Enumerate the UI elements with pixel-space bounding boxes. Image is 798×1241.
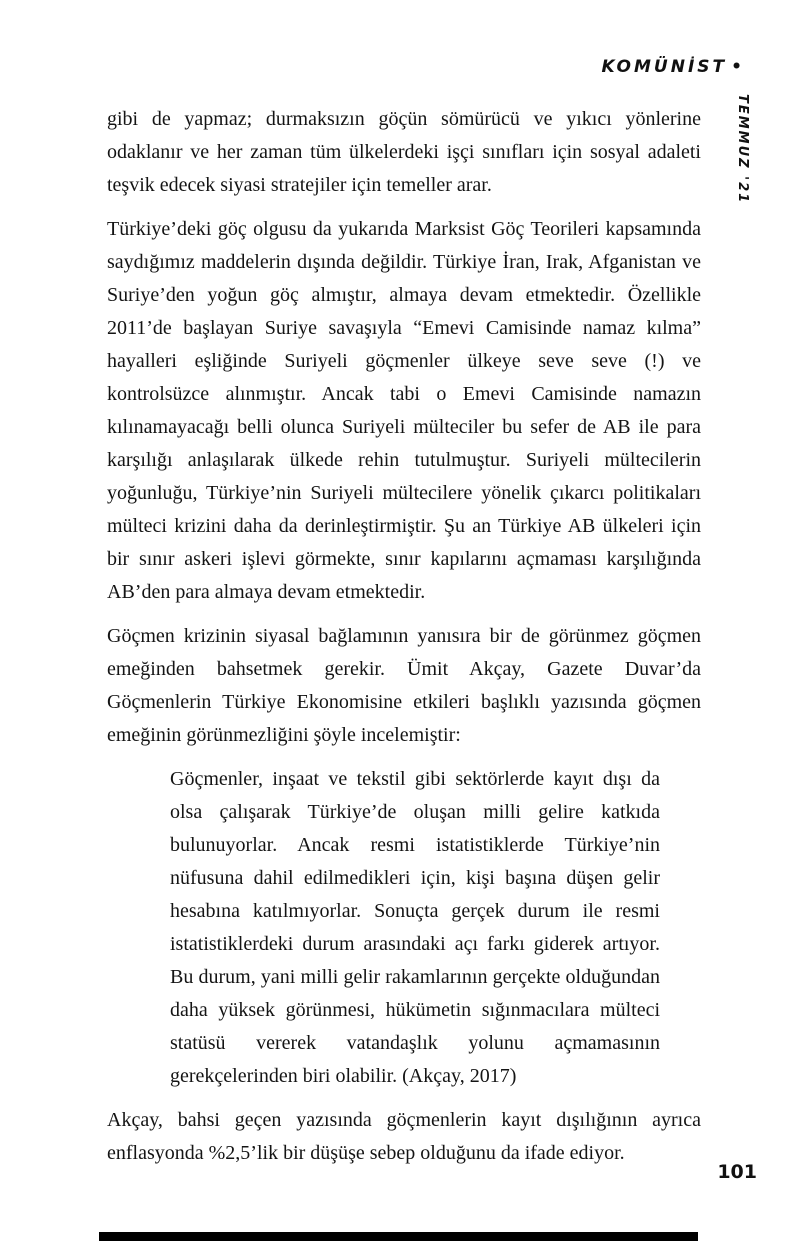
issue-date-vertical: TEMMUZ '21	[735, 94, 750, 205]
body-paragraph-1: gibi de yapmaz; durmaksızın göçün sömürücü ve yıkıcı yönlerine odaklanır ve her zaman tüm ülkelerdeki işçi sınıfları için sosyal adaleti teşvik edecek siyasi stratejiler için temeller arar.	[107, 108, 701, 196]
body-paragraph-3: Göçmen krizinin siyasal bağlamının yanısıra bir de görünmez göçmen emeğinden bahsetmek gerekir. Ümit Akçay, Gazete Duvar’da Göçmenlerin Türkiye Ekonomisine etkileri başlıklı yazısında göçmen emeğinin görünmezliğini şöyle incelemiştir:	[107, 625, 701, 746]
closing-paragraph: Akçay, bahsi geçen yazısında göçmenlerin kayıt dışılığının ayrıca enflasyonda %2,5’lik bir düşüşe sebep olduğunu da ifade ediyor.	[107, 1109, 701, 1164]
body-paragraph-2: Türkiye’deki göç olgusu da yukarıda Marksist Göç Teorileri kapsamında saydığımız maddelerin dışında değildir. Türkiye İran, Irak, Afganistan ve Suriye’den yoğun göç almıştır, almaya devam etmektedir. Özellikle 2011’de başlayan Suriye savaşıyla “Emevi Camisinde namaz kılma” hayalleri eşliğinde Suriyeli göçmenler ülkeye seve seve (!) ve kontrolsüzce alınmıştır. Ancak tabi o Emevi Camisinde namazın kılınamayacağı belli olunca Suriyeli mülteciler bu sefer de AB ile para karşılığı anlaşılarak ülkede rehin tutulmuştur. Suriyeli mültecilerin yoğunluğu, Türkiye’nin Suriyeli mültecilere yönelik çıkarcı politikaları mülteci krizini daha da derinleştirmiştir. Şu an Türkiye AB ülkeleri için bir sınır askeri işlevi görmekte, sınır kapılarını açmaması karşılığında AB’den para almaya devam etmektedir.	[107, 218, 701, 603]
page-number: 101	[717, 1161, 757, 1183]
header-bullet: •	[731, 57, 742, 77]
quote-paragraph: Göçmenler, inşaat ve tekstil gibi sektörlerde kayıt dışı da olsa çalışarak Türkiye’de oluşan milli gelire katkıda bulunuyorlar. Ancak resmi istatistiklerde Türkiye’nin nüfusuna dahil edilmedikleri için, kişi başına düşen gelir hesabına katılmıyorlar. Sonuçta gerçek durum ile resmi istatistiklerdeki durum arasındaki açı farkı giderek artıyor. Bu durum, yani milli gelir rakamlarının gerçekte olduğundan daha yüksek görünmesi, hükümetin sığınmacılara mülteci statüsü vererek vatandaşlık yolunu açmamasının gerekçelerinden biri olabilir. (Akçay, 2017)	[170, 768, 660, 1087]
bottom-edge-bar	[99, 1232, 698, 1241]
page-body	[107, 103, 701, 1181]
page-header	[601, 57, 742, 77]
magazine-title: KOMÜNİST	[601, 57, 728, 77]
